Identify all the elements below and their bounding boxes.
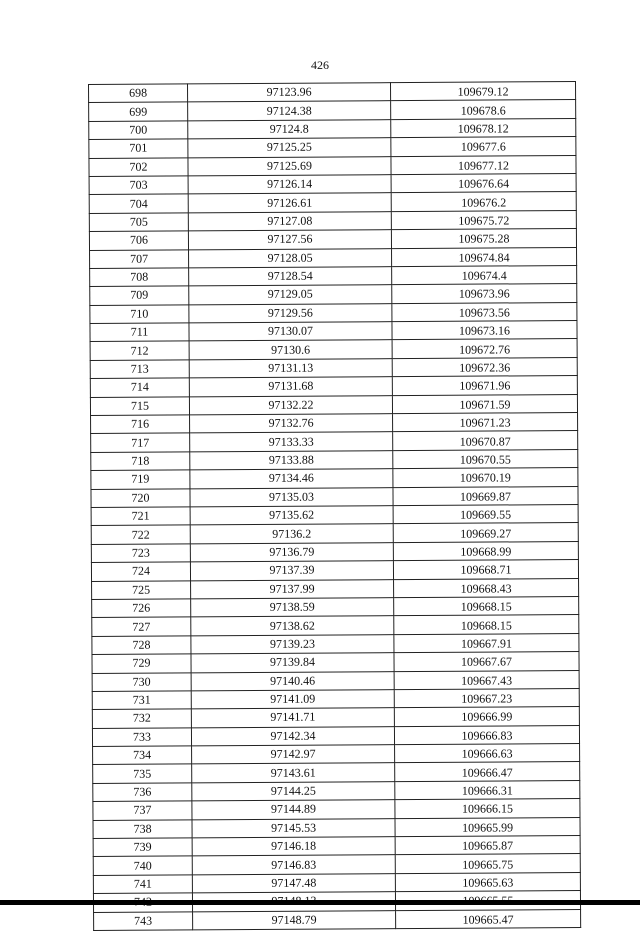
point-number-cell: 699 [89, 102, 188, 121]
x-coordinate-cell: 97131.68 [189, 377, 392, 397]
point-number-cell: 700 [89, 121, 188, 140]
point-number-cell: 717 [91, 433, 190, 452]
point-number-cell: 698 [89, 84, 188, 103]
y-coordinate-cell: 109672.76 [392, 339, 577, 359]
y-coordinate-cell: 109670.87 [393, 431, 578, 451]
y-coordinate-cell: 109665.75 [395, 854, 580, 874]
scan-edge-bar [0, 900, 640, 905]
y-coordinate-cell: 109666.15 [395, 799, 580, 819]
y-coordinate-cell: 109666.47 [395, 762, 580, 782]
y-coordinate-cell: 109666.99 [394, 707, 579, 727]
y-coordinate-cell: 109666.63 [395, 744, 580, 764]
point-number-cell: 711 [90, 323, 189, 342]
x-coordinate-cell: 97125.25 [188, 138, 391, 158]
point-number-cell: 709 [90, 286, 189, 305]
point-number-cell: 728 [92, 636, 191, 655]
point-number-cell: 734 [93, 746, 192, 765]
point-number-cell: 724 [91, 562, 190, 581]
y-coordinate-cell: 109671.23 [393, 413, 578, 433]
x-coordinate-cell: 97138.59 [191, 598, 394, 618]
point-number-cell: 718 [91, 452, 190, 471]
point-number-cell: 732 [92, 709, 191, 728]
y-coordinate-cell: 109673.96 [392, 284, 577, 304]
point-number-cell: 706 [89, 231, 188, 250]
point-number-cell: 714 [90, 378, 189, 397]
x-coordinate-cell: 97135.62 [190, 506, 393, 526]
point-number-cell: 704 [89, 194, 188, 213]
y-coordinate-cell: 109667.23 [394, 688, 579, 708]
point-number-cell: 715 [90, 397, 189, 416]
x-coordinate-cell: 97143.61 [192, 763, 395, 783]
page-number: 426 [311, 58, 329, 72]
point-number-cell: 736 [93, 783, 192, 802]
x-coordinate-cell: 97135.03 [190, 487, 393, 507]
y-coordinate-cell: 109674.84 [392, 247, 577, 267]
x-coordinate-cell: 97141.71 [191, 708, 394, 728]
x-coordinate-cell: 97139.84 [191, 653, 394, 673]
x-coordinate-cell: 97130.07 [189, 322, 392, 342]
x-coordinate-cell: 97141.09 [191, 690, 394, 710]
y-coordinate-cell: 109676.64 [391, 173, 576, 193]
y-coordinate-cell: 109665.99 [395, 817, 580, 837]
x-coordinate-cell: 97126.61 [188, 193, 391, 213]
x-coordinate-cell: 97147.48 [192, 873, 395, 893]
point-number-cell: 743 [94, 911, 193, 930]
x-coordinate-cell: 97123.96 [188, 83, 391, 103]
y-coordinate-cell: 109677.6 [391, 137, 576, 157]
x-coordinate-cell: 97132.22 [189, 395, 392, 415]
point-number-cell: 721 [91, 507, 190, 526]
x-coordinate-cell: 97136.79 [190, 542, 393, 562]
y-coordinate-cell: 109667.43 [394, 670, 579, 690]
y-coordinate-cell: 109672.36 [392, 357, 577, 377]
x-coordinate-cell: 97138.62 [191, 616, 394, 636]
y-coordinate-cell: 109677.12 [391, 155, 576, 175]
point-number-cell: 726 [92, 599, 191, 618]
y-coordinate-cell: 109669.55 [393, 504, 578, 524]
point-number-cell: 738 [93, 820, 192, 839]
x-coordinate-cell: 97128.54 [189, 267, 392, 287]
y-coordinate-cell: 109674.4 [392, 265, 577, 285]
point-number-cell: 740 [93, 856, 192, 875]
point-number-cell: 701 [89, 139, 188, 158]
y-coordinate-cell: 109666.83 [394, 725, 579, 745]
x-coordinate-cell: 97137.99 [191, 579, 394, 599]
y-coordinate-cell: 109673.16 [392, 321, 577, 341]
x-coordinate-cell: 97144.25 [192, 781, 395, 801]
point-number-cell: 735 [93, 764, 192, 783]
point-number-cell: 730 [92, 672, 191, 691]
point-number-cell: 723 [91, 544, 190, 563]
y-coordinate-cell: 109665.63 [395, 872, 580, 892]
x-coordinate-cell: 97132.76 [190, 414, 393, 434]
coordinates-table [88, 81, 581, 931]
y-coordinate-cell: 109678.6 [391, 100, 576, 120]
y-coordinate-cell: 109668.15 [394, 596, 579, 616]
x-coordinate-cell: 97129.56 [189, 303, 392, 323]
coordinates-table-body [89, 82, 581, 931]
y-coordinate-cell: 109668.43 [394, 578, 579, 598]
point-number-cell: 727 [92, 617, 191, 636]
x-coordinate-cell: 97129.05 [189, 285, 392, 305]
y-coordinate-cell: 109673.56 [392, 302, 577, 322]
x-coordinate-cell: 97126.14 [188, 175, 391, 195]
point-number-cell: 722 [91, 525, 190, 544]
y-coordinate-cell: 109678.12 [391, 118, 576, 138]
point-number-cell: 708 [90, 268, 189, 287]
x-coordinate-cell: 97131.13 [189, 359, 392, 379]
point-number-cell: 729 [92, 654, 191, 673]
x-coordinate-cell: 97145.53 [192, 818, 395, 838]
x-coordinate-cell: 97128.05 [189, 248, 392, 268]
y-coordinate-cell: 109666.31 [395, 780, 580, 800]
y-coordinate-cell: 109670.19 [393, 468, 578, 488]
y-coordinate-cell: 109668.71 [393, 560, 578, 580]
y-coordinate-cell: 109668.15 [394, 615, 579, 635]
point-number-cell: 737 [93, 801, 192, 820]
point-number-cell: 710 [90, 305, 189, 324]
y-coordinate-cell: 109675.28 [391, 229, 576, 249]
y-coordinate-cell: 109671.59 [392, 394, 577, 414]
x-coordinate-cell: 97125.69 [188, 156, 391, 176]
y-coordinate-cell: 109669.87 [393, 486, 578, 506]
y-coordinate-cell: 109668.99 [393, 541, 578, 561]
x-coordinate-cell: 97127.56 [188, 230, 391, 250]
point-number-cell: 731 [92, 691, 191, 710]
y-coordinate-cell: 109667.67 [394, 652, 579, 672]
x-coordinate-cell: 97142.97 [192, 745, 395, 765]
x-coordinate-cell: 97136.2 [190, 524, 393, 544]
x-coordinate-cell: 97124.38 [188, 101, 391, 121]
y-coordinate-cell: 109676.2 [391, 192, 576, 212]
x-coordinate-cell: 97130.6 [189, 340, 392, 360]
y-coordinate-cell: 109670.55 [393, 449, 578, 469]
point-number-cell: 713 [90, 360, 189, 379]
point-number-cell: 712 [90, 341, 189, 360]
point-number-cell: 741 [93, 875, 192, 894]
x-coordinate-cell: 97124.8 [188, 119, 391, 139]
table-row [94, 909, 581, 930]
x-coordinate-cell: 97148.79 [193, 910, 396, 930]
y-coordinate-cell: 109679.12 [390, 82, 575, 102]
x-coordinate-cell: 97139.23 [191, 634, 394, 654]
point-number-cell: 707 [90, 249, 189, 268]
point-number-cell: 733 [92, 728, 191, 747]
point-number-cell: 716 [91, 415, 190, 434]
point-number-cell: 720 [91, 488, 190, 507]
x-coordinate-cell: 97134.46 [190, 469, 393, 489]
x-coordinate-cell: 97140.46 [191, 671, 394, 691]
point-number-cell: 725 [92, 580, 191, 599]
y-coordinate-cell: 109665.87 [395, 836, 580, 856]
point-number-cell: 705 [89, 213, 188, 232]
point-number-cell: 719 [91, 470, 190, 489]
y-coordinate-cell: 109667.91 [394, 633, 579, 653]
point-number-cell: 739 [93, 838, 192, 857]
x-coordinate-cell: 97146.83 [192, 855, 395, 875]
point-number-cell: 702 [89, 157, 188, 176]
x-coordinate-cell: 97144.89 [192, 800, 395, 820]
x-coordinate-cell: 97137.39 [190, 561, 393, 581]
y-coordinate-cell: 109671.96 [392, 376, 577, 396]
point-number-cell: 703 [89, 176, 188, 195]
y-coordinate-cell: 109665.47 [396, 909, 581, 929]
x-coordinate-cell: 97142.34 [191, 726, 394, 746]
y-coordinate-cell: 109675.72 [391, 210, 576, 230]
x-coordinate-cell: 97133.33 [190, 432, 393, 452]
x-coordinate-cell: 97127.08 [188, 211, 391, 231]
x-coordinate-cell: 97133.88 [190, 450, 393, 470]
y-coordinate-cell: 109669.27 [393, 523, 578, 543]
x-coordinate-cell: 97146.18 [192, 837, 395, 857]
